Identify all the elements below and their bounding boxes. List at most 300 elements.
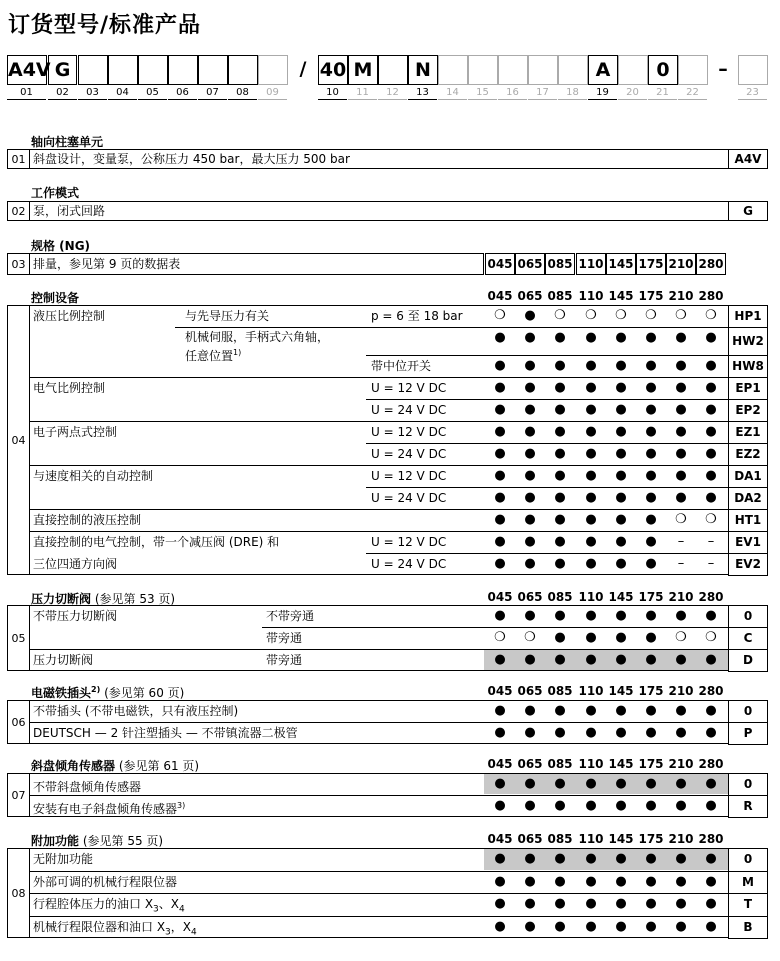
page-reference: (参见第 55 页) xyxy=(79,834,164,848)
availability-mark: ● xyxy=(494,556,506,571)
size-column-header: 110 xyxy=(578,757,604,771)
position-number: 08 xyxy=(228,86,257,100)
section-heading-text: 附加功能 xyxy=(31,834,80,848)
section-heading-additional-functions xyxy=(31,832,163,849)
size-column-header: 280 xyxy=(698,757,724,771)
size-option-085[interactable]: 085 xyxy=(545,253,575,275)
code-box[interactable] xyxy=(168,55,198,85)
availability-mark: ● xyxy=(585,851,597,867)
availability-mark: ● xyxy=(705,703,717,718)
availability-mark: ● xyxy=(524,358,536,373)
availability-mark: ● xyxy=(585,490,597,505)
option-description: 泵，闭式回路 xyxy=(33,204,106,218)
code-box[interactable] xyxy=(618,55,648,85)
availability-mark: ● xyxy=(705,776,717,791)
section-heading-text: 压力切断阀 xyxy=(31,592,92,606)
code-box[interactable] xyxy=(738,55,768,85)
position-number: 10 xyxy=(318,86,347,100)
availability-mark: ● xyxy=(705,608,717,623)
availability-mark: ● xyxy=(585,652,597,667)
code-EV2[interactable]: EV2 xyxy=(728,553,768,576)
code-HP1[interactable]: HP1 xyxy=(728,305,768,328)
port-subscript: 4 xyxy=(191,926,197,937)
availability-mark: ❍ xyxy=(705,630,717,645)
section-number: 04 xyxy=(7,305,29,575)
availability-mark: ● xyxy=(524,446,536,461)
availability-mark: ● xyxy=(615,608,627,623)
section-number: 06 xyxy=(7,700,29,744)
availability-mark: ● xyxy=(645,380,657,395)
availability-mark: ● xyxy=(645,918,657,934)
size-column-header: 145 xyxy=(608,684,634,698)
availability-mark: ● xyxy=(615,652,627,667)
availability-mark: ● xyxy=(585,330,597,345)
availability-mark: ● xyxy=(554,896,566,912)
code-box[interactable] xyxy=(498,55,528,85)
availability-mark: ● xyxy=(585,468,597,483)
availability-mark: ● xyxy=(554,380,566,395)
size-column-header: 145 xyxy=(608,289,634,303)
option-label-text: 、X xyxy=(158,897,180,911)
availability-mark: ● xyxy=(675,490,687,505)
availability-mark: ● xyxy=(524,534,536,549)
size-column-header: 110 xyxy=(578,289,604,303)
control-condition-label: U = 24 V DC xyxy=(371,491,447,505)
availability-mark: ● xyxy=(554,512,566,527)
code-0[interactable]: 0 xyxy=(728,700,768,723)
section-heading-solenoid-connector xyxy=(31,684,184,701)
size-column-header: 145 xyxy=(608,832,634,846)
availability-mark: ● xyxy=(494,896,506,912)
position-number: 07 xyxy=(198,86,227,100)
availability-mark: ● xyxy=(585,446,597,461)
code-box[interactable]: N xyxy=(408,55,438,85)
option-label xyxy=(33,875,177,894)
availability-mark: ● xyxy=(524,380,536,395)
availability-mark: ● xyxy=(494,725,506,740)
availability-mark: ● xyxy=(705,424,717,439)
availability-mark: ● xyxy=(705,380,717,395)
code-box[interactable] xyxy=(528,55,558,85)
availability-mark: ● xyxy=(585,358,597,373)
availability-mark: ● xyxy=(554,490,566,505)
availability-mark: ● xyxy=(705,798,717,813)
availability-mark: ❍ xyxy=(705,308,717,323)
availability-mark: ● xyxy=(524,896,536,912)
availability-mark: ❍ xyxy=(645,308,657,323)
availability-mark: ● xyxy=(554,402,566,417)
option-label-text: 安装有电子斜盘倾角传感器 xyxy=(33,802,178,816)
code-HW2[interactable]: HW2 xyxy=(728,327,768,356)
size-column-header: 175 xyxy=(638,289,664,303)
code-D[interactable]: D xyxy=(728,649,768,672)
availability-mark: ● xyxy=(554,608,566,623)
code-box[interactable] xyxy=(78,55,108,85)
section-number: 02 xyxy=(7,201,29,221)
position-number: 01 xyxy=(7,86,46,100)
code-T[interactable]: T xyxy=(728,893,768,917)
availability-mark: ● xyxy=(705,652,717,667)
availability-mark: ● xyxy=(615,556,627,571)
availability-mark: ● xyxy=(524,918,536,934)
availability-mark: ● xyxy=(524,798,536,813)
availability-mark: ● xyxy=(705,896,717,912)
control-condition-label: U = 12 V DC xyxy=(371,381,447,395)
option-label-text: 不带斜盘倾角传感器 xyxy=(33,780,142,794)
code-G[interactable]: G xyxy=(728,201,768,221)
size-column-header: 045 xyxy=(487,289,513,303)
code-DA1[interactable]: DA1 xyxy=(728,465,768,488)
availability-mark: ● xyxy=(615,512,627,527)
availability-mark: ● xyxy=(645,556,657,571)
availability-mark: ● xyxy=(675,798,687,813)
control-condition-label: p = 6 至 18 bar xyxy=(371,309,463,323)
availability-mark: – xyxy=(707,556,715,571)
availability-mark: ● xyxy=(705,402,717,417)
availability-mark: ● xyxy=(494,873,506,889)
availability-mark: ● xyxy=(615,798,627,813)
availability-mark: ● xyxy=(705,446,717,461)
size-column-header: 210 xyxy=(668,832,694,846)
availability-mark: ● xyxy=(615,468,627,483)
availability-mark: ● xyxy=(554,534,566,549)
availability-mark: ● xyxy=(524,873,536,889)
size-column-header: 045 xyxy=(487,757,513,771)
size-option-280[interactable]: 280 xyxy=(696,253,726,275)
code-EZ1[interactable]: EZ1 xyxy=(728,421,768,444)
availability-mark: ❍ xyxy=(494,308,506,323)
availability-mark: ● xyxy=(645,358,657,373)
availability-mark: ● xyxy=(494,534,506,549)
availability-mark: ● xyxy=(645,608,657,623)
size-column-header: 110 xyxy=(578,684,604,698)
control-condition-label: U = 24 V DC xyxy=(371,403,447,417)
availability-mark: ● xyxy=(615,851,627,867)
availability-mark: ● xyxy=(494,851,506,867)
size-column-header: 210 xyxy=(668,590,694,604)
code-box[interactable]: A4V xyxy=(7,55,47,85)
availability-mark: ● xyxy=(494,918,506,934)
availability-mark: ● xyxy=(585,630,597,645)
size-column-header: 085 xyxy=(547,832,573,846)
availability-mark: ● xyxy=(524,703,536,718)
availability-mark: ● xyxy=(645,776,657,791)
size-column-header: 280 xyxy=(698,590,724,604)
availability-mark: ● xyxy=(675,608,687,623)
size-column-header: 085 xyxy=(547,590,573,604)
availability-mark: ● xyxy=(524,851,536,867)
code-HW8[interactable]: HW8 xyxy=(728,355,768,378)
availability-mark: ● xyxy=(675,873,687,889)
availability-mark: ❍ xyxy=(554,308,566,323)
availability-mark: ● xyxy=(615,725,627,740)
availability-mark: ● xyxy=(585,896,597,912)
code-box[interactable]: G xyxy=(48,55,77,85)
code-M[interactable]: M xyxy=(728,871,768,895)
option-sublabel: 带旁通 xyxy=(266,631,303,645)
option-label-text: 无附加功能 xyxy=(33,852,94,866)
code-box[interactable] xyxy=(138,55,168,85)
availability-mark: ● xyxy=(675,851,687,867)
availability-mark: ❍ xyxy=(675,512,687,527)
code-EV1[interactable]: EV1 xyxy=(728,531,768,554)
size-option-110[interactable]: 110 xyxy=(576,253,606,275)
availability-mark: ● xyxy=(554,556,566,571)
size-column-header: 145 xyxy=(608,590,634,604)
footnote-ref: 1) xyxy=(233,348,242,357)
section-number: 05 xyxy=(7,605,29,671)
code-box[interactable] xyxy=(228,55,258,85)
availability-mark: ● xyxy=(615,630,627,645)
code-C[interactable]: C xyxy=(728,627,768,650)
size-column-header: 210 xyxy=(668,289,694,303)
availability-mark: ● xyxy=(675,446,687,461)
section-heading-text: 控制设备 xyxy=(31,291,80,305)
availability-mark: ● xyxy=(645,490,657,505)
availability-mark: ● xyxy=(645,873,657,889)
option-label: DEUTSCH — 2 针注塑插头 — 不带镇流器二极管 xyxy=(33,726,298,740)
option-label-text: ，X xyxy=(170,919,192,934)
option-description: 排量，参见第 9 页的数据表 xyxy=(33,257,181,271)
availability-mark: ● xyxy=(615,424,627,439)
availability-mark: ● xyxy=(494,330,506,345)
size-column-header: 145 xyxy=(608,757,634,771)
control-type-label: 直接控制的液压控制 xyxy=(33,513,142,527)
availability-mark: ● xyxy=(615,490,627,505)
availability-mark: ● xyxy=(585,380,597,395)
size-column-header: 175 xyxy=(638,684,664,698)
option-label: 不带插头 (不带电磁铁，只有液压控制) xyxy=(33,704,239,718)
size-column-header: 045 xyxy=(487,684,513,698)
page-title: 订货型号/标准产品 xyxy=(8,13,202,38)
availability-mark: ● xyxy=(585,424,597,439)
control-type-label: 电子两点式控制 xyxy=(33,425,118,439)
size-option-065[interactable]: 065 xyxy=(515,253,545,275)
availability-mark: ● xyxy=(675,896,687,912)
availability-mark: ● xyxy=(705,851,717,867)
availability-mark: ● xyxy=(645,652,657,667)
code-separator-slash: / xyxy=(299,58,307,80)
size-column-header: 175 xyxy=(638,832,664,846)
code-0[interactable]: 0 xyxy=(728,773,768,796)
availability-mark: ● xyxy=(645,402,657,417)
availability-mark: ❍ xyxy=(524,630,536,645)
section-number: 01 xyxy=(7,149,29,169)
code-box[interactable]: M xyxy=(348,55,378,85)
availability-mark: ● xyxy=(524,556,536,571)
option-label xyxy=(33,897,185,916)
section-heading-text: 电磁铁插头 xyxy=(31,686,92,700)
code-EZ2[interactable]: EZ2 xyxy=(728,443,768,466)
availability-mark: ● xyxy=(494,490,506,505)
size-column-header: 210 xyxy=(668,684,694,698)
availability-mark: ● xyxy=(554,446,566,461)
option-label-text: 行程腔体压力的油口 X xyxy=(33,897,154,911)
option-description: 斜盘设计，变量泵，公称压力 450 bar，最大压力 500 bar xyxy=(33,152,350,166)
availability-mark: ● xyxy=(585,512,597,527)
availability-mark: ● xyxy=(585,556,597,571)
size-column-header: 085 xyxy=(547,289,573,303)
availability-mark: ● xyxy=(615,918,627,934)
control-type-label: 电气比例控制 xyxy=(33,381,106,395)
availability-mark: ● xyxy=(494,608,506,623)
availability-mark: ● xyxy=(494,358,506,373)
code-EP2[interactable]: EP2 xyxy=(728,399,768,422)
size-column-header: 210 xyxy=(668,757,694,771)
availability-mark: ● xyxy=(615,534,627,549)
availability-mark: – xyxy=(677,556,685,571)
availability-mark: ● xyxy=(494,652,506,667)
availability-mark: ● xyxy=(554,630,566,645)
availability-mark: ● xyxy=(554,776,566,791)
availability-mark: – xyxy=(707,534,715,549)
availability-mark: ● xyxy=(585,918,597,934)
availability-mark: ● xyxy=(554,652,566,667)
availability-mark: ❍ xyxy=(585,308,597,323)
position-number: 19 xyxy=(588,86,617,100)
control-type-label: 液压比例控制 xyxy=(33,309,106,323)
code-0[interactable]: 0 xyxy=(728,848,768,872)
availability-mark: ● xyxy=(524,608,536,623)
availability-mark: ● xyxy=(615,873,627,889)
section-heading-text: 斜盘倾角传感器 xyxy=(31,759,116,773)
availability-mark: ● xyxy=(524,402,536,417)
code-box[interactable] xyxy=(258,55,288,85)
availability-mark: ● xyxy=(524,725,536,740)
control-type-label: 三位四通方向阀 xyxy=(33,557,118,571)
availability-mark: ● xyxy=(524,330,536,345)
size-column-header: 045 xyxy=(487,590,513,604)
size-column-header: 065 xyxy=(517,289,543,303)
availability-mark: – xyxy=(677,534,685,549)
availability-mark: ● xyxy=(615,380,627,395)
section-heading-swivel-angle-sensor xyxy=(31,757,199,774)
position-number: 05 xyxy=(138,86,167,100)
availability-mark: ● xyxy=(645,424,657,439)
code-box[interactable] xyxy=(198,55,228,85)
option-label-text: 外部可调的机械行程限位器 xyxy=(33,874,178,889)
code-box[interactable]: 0 xyxy=(648,55,678,85)
availability-mark: ● xyxy=(705,918,717,934)
availability-mark: ● xyxy=(554,873,566,889)
control-type-label: 与速度相关的自动控制 xyxy=(33,469,154,483)
position-number: 02 xyxy=(48,86,77,100)
position-number: 03 xyxy=(78,86,107,100)
option-label-text: 机械行程限位器和油口 X xyxy=(33,919,166,934)
size-option-045[interactable]: 045 xyxy=(485,253,515,275)
availability-mark: ● xyxy=(675,380,687,395)
availability-mark: ❍ xyxy=(615,308,627,323)
code-P[interactable]: P xyxy=(728,722,768,745)
footnote-ref: 2) xyxy=(91,685,101,694)
control-subtype-label: 与先导压力有关 xyxy=(185,309,270,323)
size-option-175[interactable]: 175 xyxy=(636,253,666,275)
availability-mark: ● xyxy=(615,703,627,718)
availability-mark: ● xyxy=(554,330,566,345)
availability-mark: ● xyxy=(494,703,506,718)
availability-mark: ● xyxy=(524,776,536,791)
size-column-header: 175 xyxy=(638,757,664,771)
control-subtype-label: 机械伺服，手柄式六角轴， xyxy=(185,330,330,344)
section-number: 03 xyxy=(7,253,29,275)
availability-mark: ● xyxy=(615,330,627,345)
control-subtype-label xyxy=(185,346,241,363)
availability-mark: ● xyxy=(675,402,687,417)
size-column-header: 110 xyxy=(578,832,604,846)
availability-mark: ● xyxy=(675,468,687,483)
size-column-header: 065 xyxy=(517,757,543,771)
port-subscript: 3 xyxy=(153,904,159,915)
availability-mark: ● xyxy=(615,896,627,912)
code-box[interactable] xyxy=(378,55,408,85)
position-number: 06 xyxy=(168,86,197,100)
size-column-header: 065 xyxy=(517,832,543,846)
availability-mark: ● xyxy=(675,652,687,667)
availability-mark: ● xyxy=(554,851,566,867)
size-option-145[interactable]: 145 xyxy=(606,253,636,275)
availability-mark: ❍ xyxy=(705,512,717,527)
availability-mark: ● xyxy=(554,725,566,740)
page-reference: (参见第 53 页) xyxy=(91,592,176,606)
availability-mark: ● xyxy=(645,851,657,867)
code-box[interactable] xyxy=(438,55,468,85)
section-heading-axial-unit xyxy=(31,133,103,150)
code-box[interactable] xyxy=(678,55,708,85)
option-label: 不带压力切断阀 xyxy=(33,609,118,623)
availability-mark: ● xyxy=(645,703,657,718)
section-heading-operating-mode xyxy=(31,184,79,201)
code-box[interactable] xyxy=(468,55,498,85)
code-box[interactable]: 40 xyxy=(318,55,348,85)
code-R[interactable]: R xyxy=(728,795,768,818)
availability-mark: ● xyxy=(705,873,717,889)
code-box[interactable]: A xyxy=(588,55,618,85)
code-box[interactable] xyxy=(108,55,138,85)
position-number: 20 xyxy=(618,86,647,100)
position-number: 04 xyxy=(108,86,137,100)
position-number: 13 xyxy=(408,86,437,100)
code-box[interactable] xyxy=(558,55,588,85)
availability-mark: ● xyxy=(554,918,566,934)
code-A4V[interactable]: A4V xyxy=(728,149,768,169)
section-number: 07 xyxy=(7,773,29,817)
code-HT1[interactable]: HT1 xyxy=(728,509,768,532)
availability-mark: ● xyxy=(675,358,687,373)
position-number: 12 xyxy=(378,86,407,100)
size-option-210[interactable]: 210 xyxy=(666,253,696,275)
size-column-header: 110 xyxy=(578,590,604,604)
position-number: 14 xyxy=(438,86,467,100)
availability-mark: ● xyxy=(705,725,717,740)
size-column-header: 280 xyxy=(698,684,724,698)
code-0[interactable]: 0 xyxy=(728,605,768,628)
size-column-header: 065 xyxy=(517,590,543,604)
availability-mark: ● xyxy=(615,402,627,417)
availability-mark: ● xyxy=(585,776,597,791)
footnote-ref: 3) xyxy=(177,801,186,810)
availability-mark: ● xyxy=(524,490,536,505)
availability-mark: ● xyxy=(554,798,566,813)
section-heading-text: 轴向柱塞单元 xyxy=(31,135,104,149)
option-sublabel: 带旁通 xyxy=(266,653,303,667)
code-B[interactable]: B xyxy=(728,916,768,940)
code-EP1[interactable]: EP1 xyxy=(728,377,768,400)
position-number: 22 xyxy=(678,86,707,100)
size-column-header: 085 xyxy=(547,684,573,698)
availability-mark: ● xyxy=(645,896,657,912)
control-condition-label: U = 12 V DC xyxy=(371,535,447,549)
code-DA2[interactable]: DA2 xyxy=(728,487,768,510)
